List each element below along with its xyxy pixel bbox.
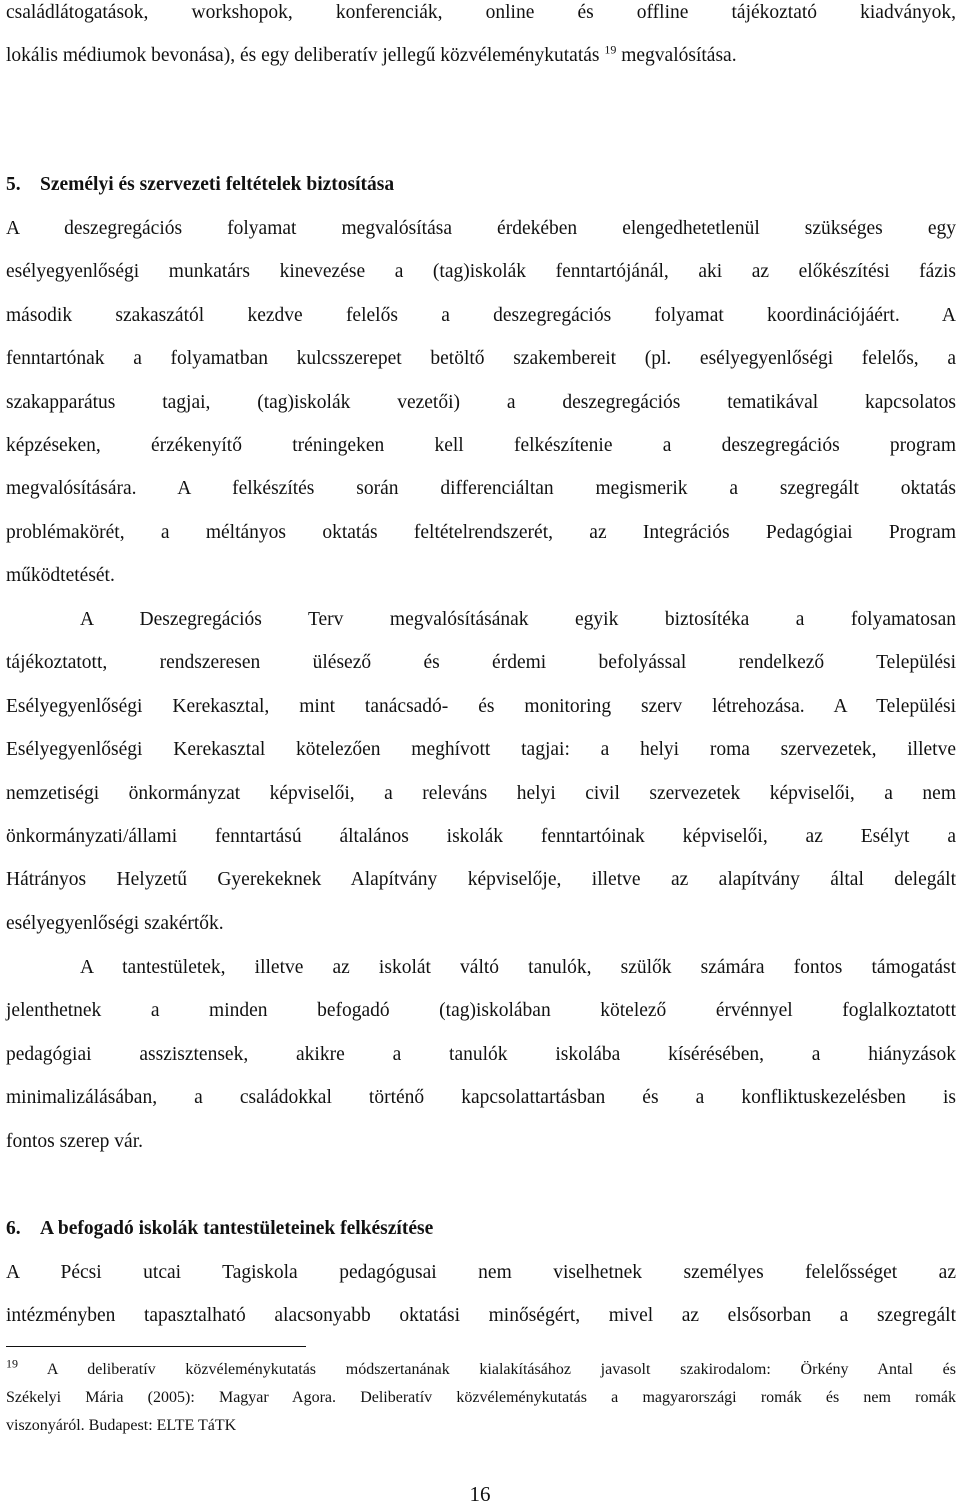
top-paragraph [6, 0, 956, 78]
text-line: fenntartónak a folyamatban kulcsszerepet betöltő szakembereit (pl. esélyegyenlőségi felelős, a [6, 348, 956, 370]
text-line: A deszegregációs folyamat megvalósítása érdekében elengedhetetlenül szükséges egy [6, 218, 956, 239]
text-line: problémakörét, a méltányos oktatás feltételrendszerét, az Integrációs Pedagógiai Program [6, 521, 956, 543]
section-number: 5. [6, 174, 21, 195]
text-line: Hátrányos Helyzetű Gyerekeknek Alapítvány képviselője, illetve az alapítvány által delegált [6, 869, 956, 891]
text-line: működtetését. [6, 565, 115, 587]
section-title: A befogadó iskolák tantestületeinek felkészítése [40, 1218, 434, 1239]
text-line: fontos szerep vár. [6, 1130, 143, 1152]
section5-paragraph-3 [6, 946, 956, 1163]
text-span: lokális médiumok bevonása), és egy deliberatív jellegű közvéleménykutatás [6, 45, 600, 67]
section5-paragraph-2 [6, 598, 956, 945]
text-line: minimalizálásában, a családokkal történő kapcsolattartásban és a konfliktuskezelésben is [6, 1087, 956, 1109]
text-span: megvalósítása. [616, 45, 737, 67]
text-line: esélyegyenlőségi munkatárs kinevezése a (tag)iskolák fenntartójánál, aki az előkészítési fázis [6, 261, 956, 283]
page-number: 16 [469, 1482, 491, 1506]
text-line: pedagógiai asszisztensek, akikre a tanulók iskolába kísérésében, a hiányzások [6, 1043, 956, 1065]
section5-paragraph-1 [6, 207, 956, 598]
text-line: megvalósítására. A felkészítés során differenciáltan megismerik a szegregált oktatás [6, 478, 956, 500]
text-line: A tantestületek, illetve az iskolát váltó tanulók, szülők számára fontos támogatást [80, 957, 956, 978]
text-line: szakapparátus tagjai, (tag)iskolák vezetői) a deszegregációs tematikával kapcsolatos [6, 391, 956, 413]
text-line: jelenthetnek a minden befogadó (tag)iskolában kötelező érvénnyel foglalkoztatott [6, 1000, 956, 1022]
footnote-marker: 19 [6, 1356, 18, 1371]
text-line: Esélyegyenlőségi Kerekasztal kötelezően meghívott tagjai: a helyi roma szervezetek, illetve [6, 739, 956, 761]
text-line: intézményben tapasztalható alacsonyabb oktatási minőségért, mivel az elsősorban a szegregált [6, 1305, 956, 1327]
footnote-separator [6, 1346, 306, 1347]
text-line: Székelyi Mária (2005): Magyar Agora. Deliberatív közvéleménykutatás a magyarországi romák és nem romák [6, 1389, 956, 1406]
text-line: A Pécsi utcai Tagiskola pedagógusai nem viselhetnek személyes felelősséget az [6, 1262, 956, 1283]
text-line: nemzetiségi önkormányzat képviselői, a releváns helyi civil szervezetek képviselői, a nem [6, 782, 956, 804]
text-line: A Deszegregációs Terv megvalósításának egyik biztosítéka a folyamatosan [80, 609, 956, 630]
text-line: esélyegyenlőségi szakértők. [6, 912, 224, 934]
text-line: viszonyáról. Budapest: ELTE TáTK [6, 1417, 237, 1434]
footnote-reference[interactable]: 19 [604, 42, 617, 57]
text-line: képzéseken, érzékenyítő tréningeken kell felkészítenie a deszegregációs program [6, 435, 956, 457]
section6-paragraph-1 [6, 1251, 956, 1338]
text-line: második szakaszától kezdve felelős a deszegregációs folyamat koordinációjáért. A [6, 304, 956, 326]
text-line: tájékoztatott, rendszeresen ülésező és érdemi befolyással rendelkező Települési [6, 652, 956, 674]
section-heading-6 [6, 1214, 956, 1244]
text-line: Esélyegyenlőségi Kerekasztal, mint tanácsadó- és monitoring szerv létrehozása. A Települési [6, 695, 956, 717]
section-title: Személyi és szervezeti feltételek biztosítása [40, 174, 395, 195]
text-line: önkormányzati/állami fenntartású általános iskolák fenntartóinak képviselői, az Esélyt a [6, 826, 956, 848]
text-span: A deliberatív közvéleménykutatás módszertanának kialakításához javasolt szakirodalom: Örkény Antal és [18, 1361, 956, 1378]
text-line: családlátogatások, workshopok, konferenciák, online és offline tájékoztató kiadványok, [6, 2, 956, 23]
text-line [6, 1356, 956, 1384]
text-line [6, 34, 956, 77]
footnote [6, 1356, 956, 1440]
section-number: 6. [6, 1218, 21, 1239]
section-heading-5 [6, 170, 956, 200]
